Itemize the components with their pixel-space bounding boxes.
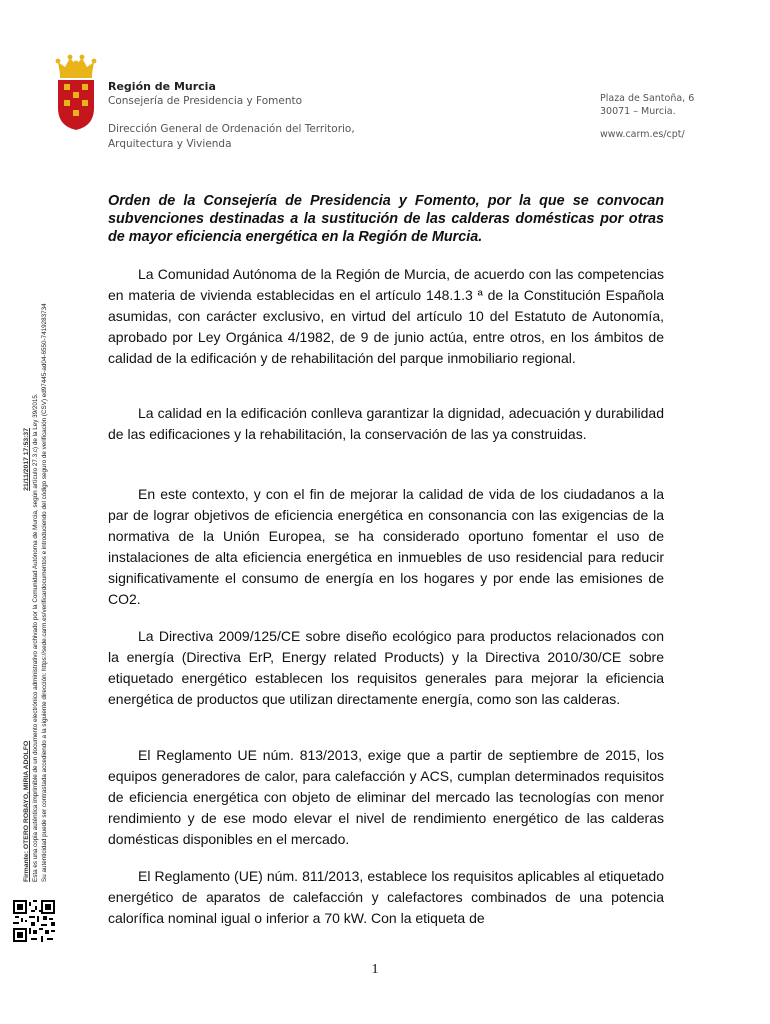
body-paragraph-4: La Directiva 2009/125/CE sobre diseño ecológico para productos relacionados con la energía (Directiva ErP, Energy related Products) y la Directiva 2010/30/CE sobre etiquetado energético establecen los requisitos generales para mejorar la eficiencia energética de productos que utilizan directamente energía, como son las calderas. — [108, 628, 664, 707]
directorate-line-1: Dirección General de Ordenación del Territorio, — [108, 123, 355, 135]
address-city: 30071 – Murcia. — [600, 106, 676, 117]
website-link[interactable]: www.carm.es/cpt/ — [600, 129, 685, 140]
header-organization — [108, 80, 408, 152]
directorate-line-2: Arquitectura y Vivienda — [108, 138, 232, 150]
region-crest-logo — [54, 50, 98, 132]
body-paragraph-6: El Reglamento (UE) núm. 811/2013, establece los requisitos aplicables al etiquetado energético de aparatos de calefacción y calefactores combinados de una potencia calorífica nominal igual o inferior a 70 kW. Con la etiqueta de — [108, 868, 664, 926]
department-name: Consejería de Presidencia y Fomento — [108, 95, 303, 107]
region-name: Región de Murcia — [108, 80, 216, 93]
document-title: Orden de la Consejería de Presidencia y Fomento, por la que se convocan subvenciones destinadas a la sustitución de las calderas domésticas por otras de mayor eficiencia energética en la Región de Murcia. — [108, 193, 664, 245]
stamp-verification-line: Su autenticidad puede ser contrastada accediendo a la siguiente dirección: https://sede.carm.es/verificardocumentos e introduciendo del código seguro de verificación (CSV) ed97445-ad04-6550-7419283734 — [41, 303, 48, 882]
signer-name: Firmante: OTERO ROBAYO, MIRIA ADOLFO — [23, 740, 30, 882]
page-number: 1 — [371, 962, 379, 977]
body-paragraph-5: El Reglamento UE núm. 813/2013, exige que a partir de septiembre de 2015, los equipos generadores de calor, para calefacción y ACS, cumplan determinados requisitos de eficiencia energética con objeto de eliminar del mercado las tecnologías con menor rendimiento y de ese modo elevar el nivel de rendimiento energético de las calderas domésticas disponibles en el mercado. — [108, 747, 664, 847]
stamp-authenticity-line: Esta es una copia auténtica imprimible de un documento electrónico administrativo archivado por la Comunidad Autónoma de Murcia, según artículo 27.3.c) de la Ley 39/2015. — [32, 393, 39, 882]
qr-code-icon[interactable] — [13, 900, 55, 942]
verification-stamp — [22, 303, 49, 882]
address-street: Plaza de Santoña, 6 — [600, 93, 695, 104]
body-paragraph-1: La Comunidad Autónoma de la Región de Murcia, de acuerdo con las competencias en materia de vivienda establecidas en el artículo 148.1.3 ª de la Constitución Española asumidas, con carácter exclusivo, en virtud del artículo 10 del Estatuto de Autonomía, aprobado por Ley Orgánica 4/1982, de 9 de junio actúa, entre otros, en los ámbitos de calidad de la edificación y de rehabilitación del parque inmobiliario regional. — [108, 266, 664, 366]
signature-date: 21/11/2017 17:53:37 — [23, 428, 30, 491]
body-paragraph-2: La calidad en la edificación conlleva garantizar la dignidad, adecuación y durabilidad de las edificaciones y la rehabilitación, la conservación de las ya construidas. — [108, 405, 664, 442]
header-address — [600, 92, 720, 141]
body-paragraph-3: En este contexto, y con el fin de mejorar la calidad de vida de los ciudadanos a la par de lograr objetivos de eficiencia energética en consonancia con las exigencias de la normativa de la Unión Europea, se ha considerado oportuno fomentar el uso de instalaciones de alta eficiencia energética en inmuebles de uso residencial para reducir significativamente el consumo de energía en los hogares y por ende las emisiones de CO2. — [108, 486, 664, 607]
